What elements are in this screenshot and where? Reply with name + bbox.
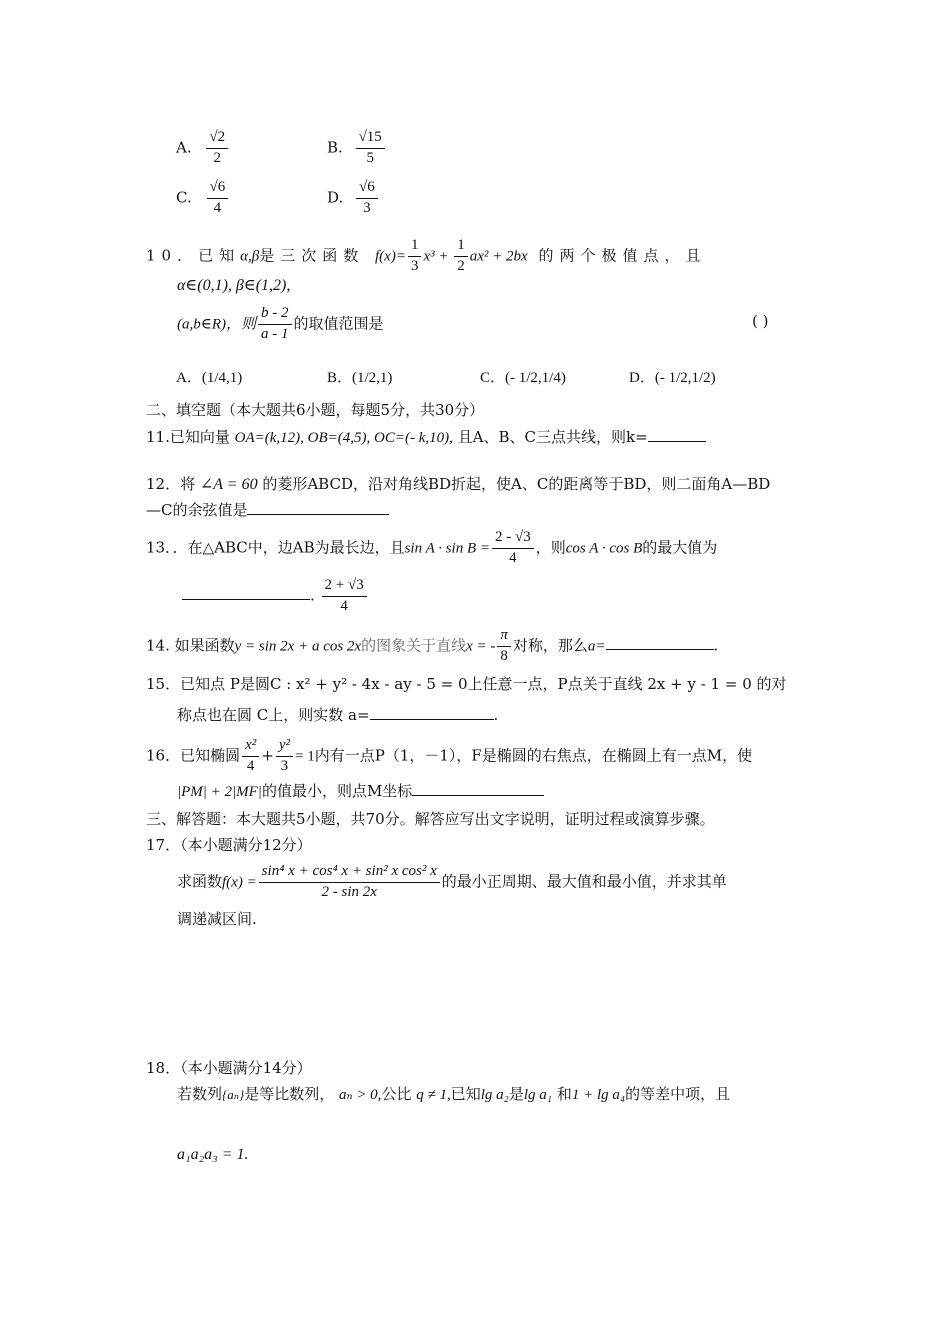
q9-option-a: A. $\frac{√2}{2}$ [176, 130, 230, 167]
q18-line2: a₁a₂a₃ = 1. [177, 1146, 249, 1163]
q11-answer-blank[interactable] [648, 440, 706, 442]
q10-line3: (a,b∈R)，则 $\frac{b - 2}{a - 1}$ 的取值范围是 [177, 305, 384, 342]
q16-answer-blank[interactable] [412, 794, 544, 796]
q10-line1: 10．已知α,β是三次函数 f(x)= $\frac{1}{3}$ x³ + $\frac{1}{2}$ ax² + 2bx 的两个极值点，且 [146, 237, 707, 274]
q14-line: 14. 如果函数y = sin 2x + a cos 2x的图象关于直线x = - $\frac{\pi}{8}$ 对称，那么a= . [146, 627, 719, 664]
q10-line2: α∈(0,1), β∈(1,2), [177, 277, 291, 294]
q9-b-den: 5 [366, 149, 374, 166]
q18-line1: 若数列{aₙ}是等比数列， aₙ > 0,公比 q ≠ 1,已知lg a₂是lg a₁ 和1 + lg a₄的等差中项，且 [177, 1085, 731, 1103]
q9-d-num: √6 [356, 180, 378, 199]
section-3-heading: 三、解答题：本大题共5小题，共70分。解答应写出文字说明，证明过程或演算步骤。 [146, 810, 715, 828]
q13-answer-blank[interactable] [182, 598, 310, 600]
q17-line1: 求函数f(x) = $\frac{\text{sin⁴ x + cos⁴ x + sin² x cos² x}}{2 - \sin 2x}$ 的最小正周期、最大值和最小值，并求其单 [177, 863, 727, 900]
q12-answer-blank[interactable] [247, 513, 389, 515]
q13-line1: 13．．在△ABC中，边AB为最长边，且sin A · sin B = $\frac{2 - √3}{4}$ ，则cos A · cos B的最大值为 [146, 529, 718, 566]
q16-line1: 16．已知椭圆 $\frac{\text{x²}}{4}$ + $\frac{\text{y²}}{3}$ = 1内有一点P（1，－1），F是椭圆的右焦点，在椭圆上有一点M，使 [146, 737, 753, 774]
q13-line2: . $\frac{2 + √3}{4}$ [182, 578, 369, 615]
q12-line1: 12．将 ∠A = 60 的菱形ABCD，沿对角线BD折起，使A、C的距离等于BD，则二面角A—BD [146, 475, 771, 493]
q9-a-num: √2 [206, 130, 228, 149]
q15-answer-blank[interactable] [370, 718, 494, 720]
q10-option-b: B．(1/2,1) [327, 370, 393, 386]
q9-option-d: D. $\frac{√6}{3}$ [327, 180, 380, 217]
q9-a-den: 2 [213, 149, 221, 166]
q17-header: 17．（本小题满分12分） [146, 836, 312, 854]
q10-option-a: A．(1/4,1) [176, 370, 243, 386]
q15-line2: 称点也在圆 C上，则实数 a= . [177, 706, 499, 724]
q13-answer: $\frac{2 + √3}{4}$ [322, 578, 367, 615]
q15-line1: 15．已知点 P是圆C : x² + y² - 4x - ay - 5 = 0上任意一点，P点关于直线 2x + y - 1 = 0 的对 [146, 675, 787, 693]
q16-line2: |PM| + 2|MF|的值最小，则点M坐标 [177, 784, 544, 800]
section-2-heading: 二、填空题（本大题共6小题，每题5分，共30分） [146, 401, 485, 419]
q9-option-b: B. $\frac{√15}{5}$ [327, 130, 387, 167]
q17-line2: 调递减区间. [177, 910, 257, 928]
q18-header: 18．（本小题满分14分） [146, 1059, 312, 1077]
q12-line2: —C的余弦值是 [146, 503, 389, 518]
q9-b-num: √15 [356, 130, 385, 149]
q14-answer-blank[interactable] [606, 648, 714, 650]
q9-d-den: 3 [363, 199, 371, 216]
q9-c-den: 4 [213, 199, 222, 216]
q10-option-d: D．(- 1/2,1/2) [629, 370, 716, 386]
q10-answer-paren: ( ) [752, 312, 769, 330]
q9-option-c: C. $\frac{√6}{4}$ [176, 180, 230, 217]
q11-line: 11.已知向量 OA=(k,12), OB=(4,5), OC=(- k,10), 且A、B、C三点共线，则k= [146, 430, 706, 446]
q9-c-num: √6 [207, 180, 229, 199]
q10-option-c: C．(- 1/2,1/4) [480, 370, 566, 386]
